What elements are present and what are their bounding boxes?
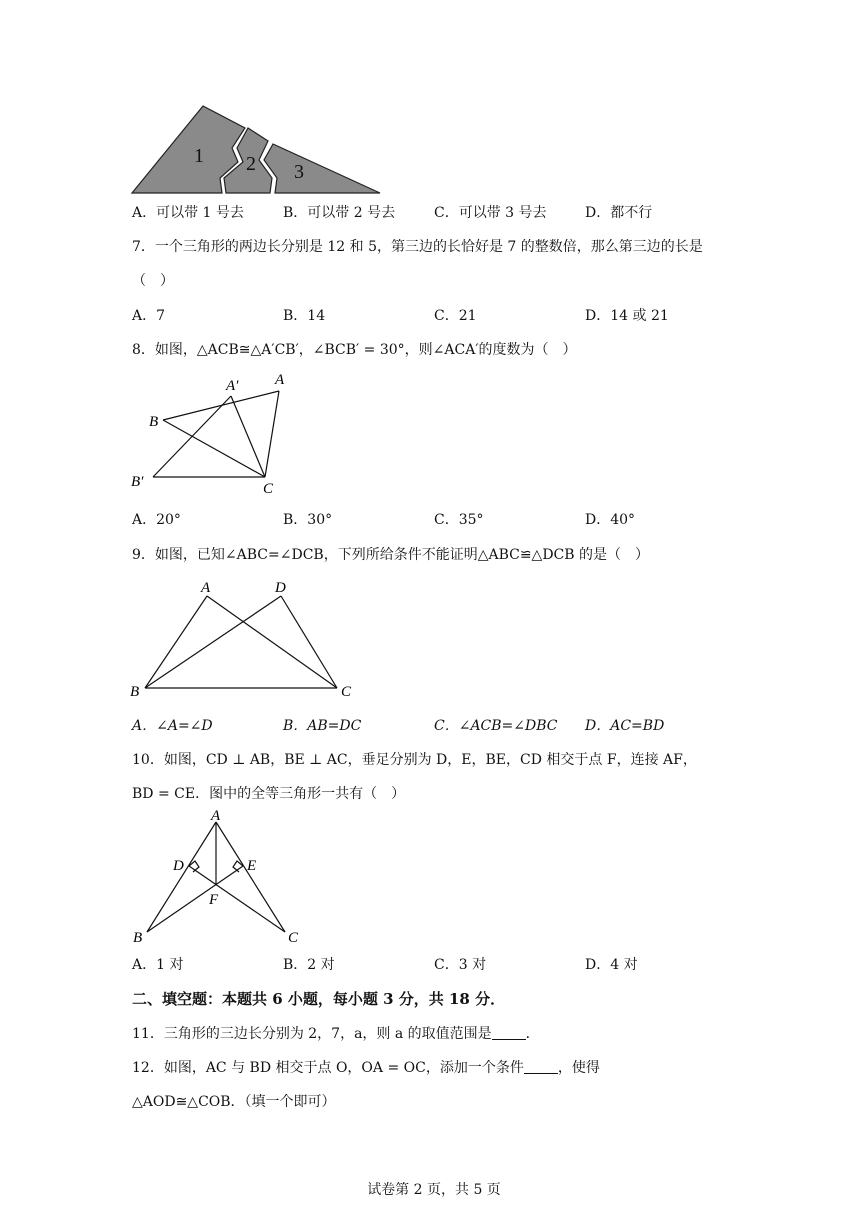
- q9-option-a[interactable]: A．∠A=∠D: [132, 718, 213, 734]
- page-footer: 试卷第 2 页，共 5 页: [367, 1182, 501, 1198]
- q10-stem-line2: BD = CE．图中的全等三角形一共有（ ）: [132, 786, 406, 802]
- q12-text-end: ，使得: [557, 1060, 600, 1076]
- q10-label-e: E: [247, 858, 257, 874]
- q10-option-c[interactable]: C．3 对: [434, 957, 487, 973]
- q10-label-d: D: [173, 858, 184, 874]
- q8-label-a: A: [275, 372, 285, 388]
- q8-option-a[interactable]: A．20°: [132, 512, 181, 528]
- q9-figure: [125, 572, 365, 702]
- q10-option-a[interactable]: A．1 对: [132, 957, 184, 973]
- q7-option-d[interactable]: D．14 或 21: [585, 308, 669, 324]
- q12-text: 12．如图，AC 与 BD 相交于点 O，OA = OC，添加一个条件: [132, 1060, 524, 1076]
- q8-stem: 8．如图，△ACB≅△A′CB′，∠BCB′ = 30°，则∠ACA′的度数为（ ）: [132, 342, 577, 358]
- q12-answer-blank[interactable]: [524, 1059, 558, 1074]
- q10-stem: 10．如图，CD ⊥ AB，BE ⊥ AC，垂足分别为 D，E，BE，CD 相交于点 F，连接 AF，: [132, 752, 697, 768]
- q9-option-b[interactable]: B．AB=DC: [283, 718, 362, 734]
- q7-option-c[interactable]: C．21: [434, 308, 477, 324]
- q8-option-c[interactable]: C．35°: [434, 512, 484, 528]
- q6-option-a[interactable]: A．可以带 1 号去: [132, 205, 244, 221]
- q11-end: ．: [525, 1026, 540, 1042]
- q9-label-b: B: [130, 684, 140, 700]
- q8-label-c: C: [263, 481, 274, 497]
- q11-answer-blank[interactable]: [492, 1025, 526, 1040]
- q8-label-b-prime: B′: [131, 474, 144, 490]
- q10-figure: [125, 808, 315, 948]
- q8-label-a-prime: A′: [226, 378, 239, 394]
- piece-1-label: 1: [194, 145, 204, 167]
- q7-option-b[interactable]: B．14: [283, 308, 326, 324]
- q8-option-b[interactable]: B．30°: [283, 512, 333, 528]
- q9-stem: 9．如图，已知∠ABC=∠DCB，下列所给条件不能证明△ABC≌△DCB 的是（ ）: [132, 547, 650, 563]
- q10-label-c: C: [288, 930, 299, 946]
- q10-label-b: B: [133, 930, 143, 946]
- q10-label-f: F: [209, 892, 219, 908]
- q12-stem: [132, 1058, 600, 1078]
- q9-label-c: C: [341, 684, 352, 700]
- q9-option-d[interactable]: D．AC=BD: [585, 718, 665, 734]
- broken-triangle-figure: [128, 100, 388, 200]
- q10-option-b[interactable]: B．2 对: [283, 957, 335, 973]
- section-2-title: 二、填空题：本题共 6 小题，每小题 3 分，共 18 分．: [132, 990, 506, 1008]
- q9-label-d: D: [275, 580, 286, 596]
- q11-text: 11．三角形的三边长分别为 2，7，a，则 a 的取值范围是: [132, 1026, 492, 1042]
- q8-figure: [125, 366, 295, 501]
- q10-option-d[interactable]: D．4 对: [585, 957, 638, 973]
- piece-3-label: 3: [294, 161, 304, 183]
- q7-stem: 7．一个三角形的两边长分别是 12 和 5，第三边的长恰好是 7 的整数倍，那么第三边的长是: [132, 239, 703, 255]
- q6-option-d[interactable]: D．都不行: [585, 205, 653, 221]
- q8-label-b: B: [149, 414, 159, 430]
- q10-label-a: A: [211, 808, 221, 824]
- q6-option-c[interactable]: C．可以带 3 号去: [434, 205, 547, 221]
- q6-option-b[interactable]: B．可以带 2 号去: [283, 205, 396, 221]
- q9-option-c[interactable]: C．∠ACB=∠DBC: [434, 718, 558, 734]
- q12-stem-line2: △AOD≅△COB．（填一个即可）: [132, 1094, 336, 1110]
- piece-2-label: 2: [246, 153, 256, 175]
- q8-option-d[interactable]: D．40°: [585, 512, 636, 528]
- q7-stem-paren: （ ）: [132, 273, 174, 289]
- q9-label-a: A: [201, 580, 211, 596]
- q7-option-a[interactable]: A．7: [132, 308, 166, 324]
- q11-stem: [132, 1024, 540, 1044]
